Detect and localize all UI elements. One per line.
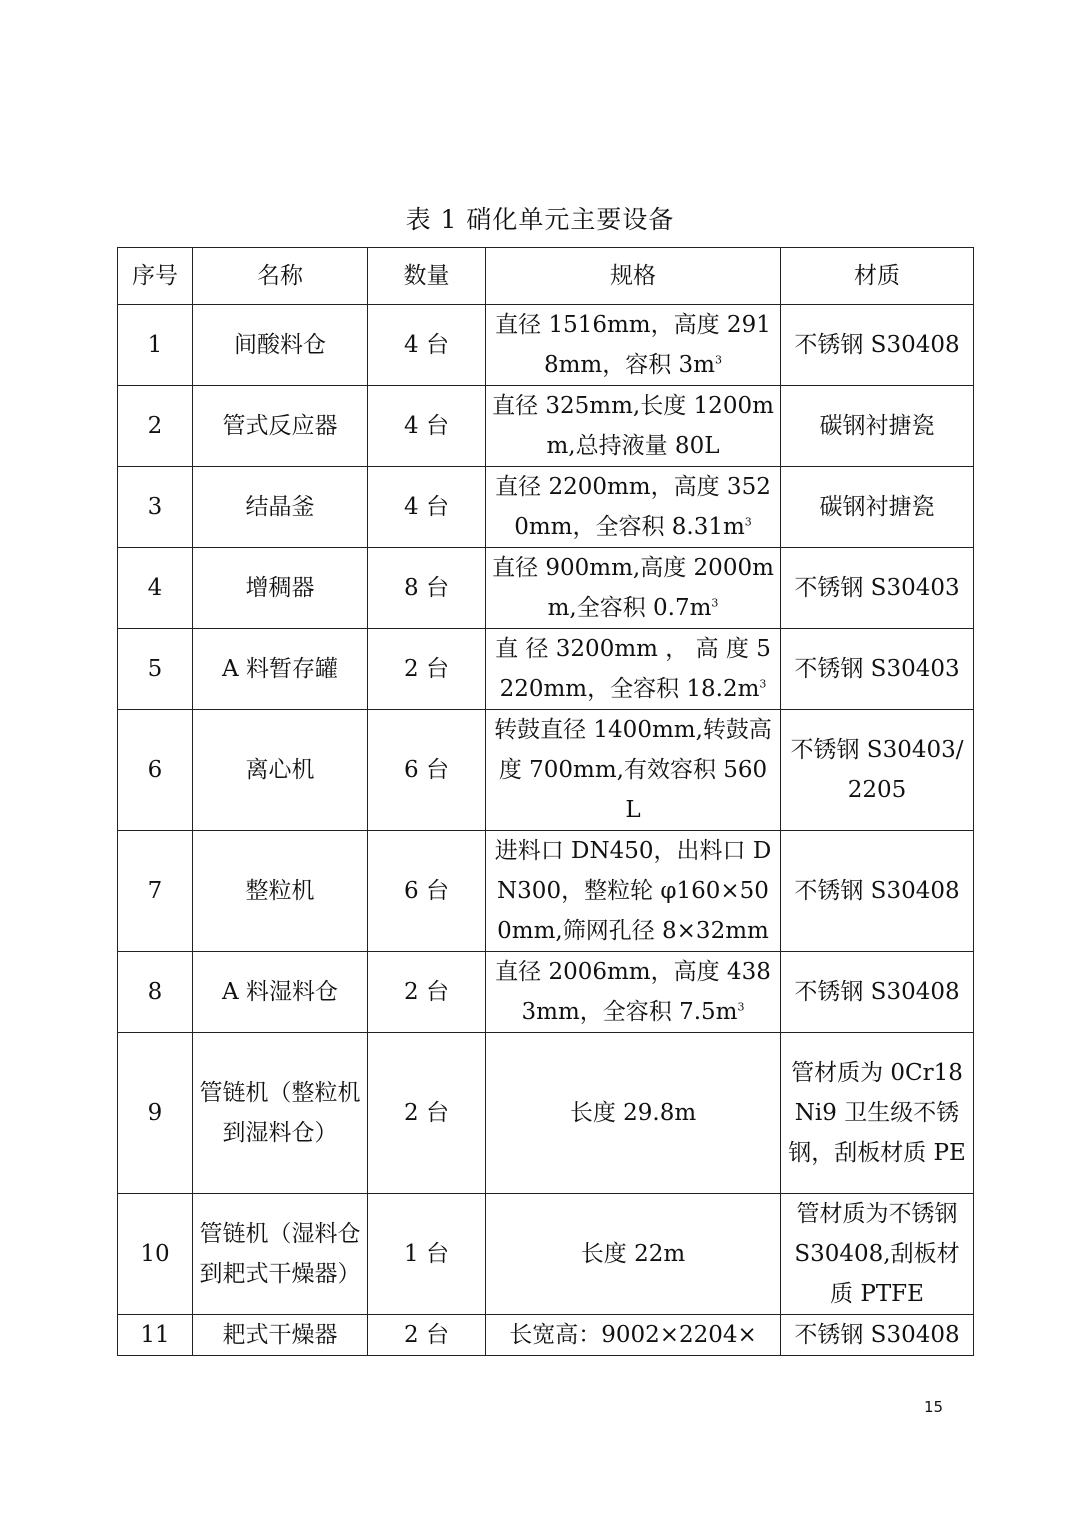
cell-spec (486, 386, 781, 467)
cell-spec (486, 548, 781, 629)
spec-superscript: 3 (715, 353, 722, 367)
table-row (118, 386, 974, 467)
spec-superscript: 3 (759, 677, 767, 691)
header-no: 序号 (118, 248, 193, 305)
spec-text: 直 径 3200mm ， 高 度 5220mm，全容积 18.2m (495, 636, 771, 702)
cell-spec (486, 1315, 781, 1356)
table-row (118, 831, 974, 952)
cell-qty: 6 台 (368, 831, 486, 952)
spec-text: 转鼓直径 1400mm,转鼓高度 700mm,有效容积 560L (494, 717, 772, 823)
cell-qty: 4 台 (368, 305, 486, 386)
cell-qty: 4 台 (368, 467, 486, 548)
header-row (118, 248, 974, 305)
cell-material: 不锈钢 S30403 (781, 629, 974, 710)
header-name: 名称 (193, 248, 368, 305)
spec-superscript: 3 (737, 1000, 745, 1014)
spec-text: 直径 900mm,高度 2000mm,全容积 0.7m (492, 555, 774, 621)
cell-no: 4 (118, 548, 193, 629)
cell-material: 管材质为 0Cr18Ni9 卫生级不锈钢，刮板材质 PE (781, 1033, 974, 1194)
cell-material: 管材质为不锈钢 S30408,刮板材质 PTFE (781, 1194, 974, 1315)
cell-name: 离心机 (193, 710, 368, 831)
equipment-table (117, 247, 974, 1356)
cell-spec (486, 629, 781, 710)
cell-name: 管链机（湿料仓到耙式干燥器） (193, 1194, 368, 1315)
cell-qty: 2 台 (368, 952, 486, 1033)
header-qty: 数量 (368, 248, 486, 305)
cell-material: 不锈钢 S30403 (781, 548, 974, 629)
spec-text: 进料口 DN450，出料口 DN300，整粒轮 φ160×500mm,筛网孔径 8×32mm (494, 838, 772, 944)
cell-name: 管链机（整粒机到湿料仓） (193, 1033, 368, 1194)
spec-text: 直径 1516mm，高度 2918mm，容积 3m (495, 312, 771, 378)
page-number: 15 (924, 1398, 944, 1416)
cell-qty: 2 台 (368, 1033, 486, 1194)
cell-qty: 8 台 (368, 548, 486, 629)
cell-name: 管式反应器 (193, 386, 368, 467)
table-row (118, 629, 974, 710)
cell-qty: 2 台 (368, 629, 486, 710)
cell-no: 6 (118, 710, 193, 831)
cell-spec (486, 1194, 781, 1315)
table-caption: 表 1 硝化单元主要设备 (405, 205, 675, 234)
cell-material: 碳钢衬搪瓷 (781, 386, 974, 467)
cell-name: 增稠器 (193, 548, 368, 629)
cell-spec (486, 710, 781, 831)
cell-material: 碳钢衬搪瓷 (781, 467, 974, 548)
cell-name: 整粒机 (193, 831, 368, 952)
spec-text: 直径 2006mm，高度 4383mm，全容积 7.5m (495, 959, 771, 1025)
cell-spec (486, 305, 781, 386)
table-row (118, 305, 974, 386)
cell-name: 结晶釜 (193, 467, 368, 548)
cell-material: 不锈钢 S30408 (781, 305, 974, 386)
cell-spec (486, 1033, 781, 1194)
cell-material: 不锈钢 S30408 (781, 952, 974, 1033)
cell-name: 间酸料仓 (193, 305, 368, 386)
cell-material: 不锈钢 S30408 (781, 1315, 974, 1356)
table-row (118, 710, 974, 831)
table-row (118, 1033, 974, 1194)
cell-qty: 2 台 (368, 1315, 486, 1356)
cell-name: A 料暂存罐 (193, 629, 368, 710)
spec-text: 长宽高：9002×2204× (509, 1322, 757, 1348)
spec-superscript: 3 (711, 596, 719, 610)
spec-text: 长度 22m (580, 1241, 686, 1267)
table-row (118, 1315, 974, 1356)
table-row (118, 467, 974, 548)
cell-name: 耙式干燥器 (193, 1315, 368, 1356)
cell-name: A 料湿料仓 (193, 952, 368, 1033)
cell-qty: 4 台 (368, 386, 486, 467)
table-row (118, 548, 974, 629)
spec-text: 直径 325mm,长度 1200mm,总持液量 80L (492, 393, 774, 459)
cell-no: 10 (118, 1194, 193, 1315)
spec-text: 长度 29.8m (569, 1100, 697, 1126)
header-material: 材质 (781, 248, 974, 305)
spec-superscript: 3 (744, 515, 752, 529)
cell-qty: 6 台 (368, 710, 486, 831)
cell-material: 不锈钢 S30408 (781, 831, 974, 952)
header-spec: 规格 (486, 248, 781, 305)
spec-text: 直径 2200mm，高度 3520mm，全容积 8.31m (495, 474, 771, 540)
table-row (118, 952, 974, 1033)
cell-spec (486, 831, 781, 952)
cell-no: 8 (118, 952, 193, 1033)
table-row (118, 1194, 974, 1315)
cell-no: 3 (118, 467, 193, 548)
cell-no: 9 (118, 1033, 193, 1194)
cell-no: 7 (118, 831, 193, 952)
cell-material: 不锈钢 S30403/2205 (781, 710, 974, 831)
cell-spec (486, 952, 781, 1033)
cell-spec (486, 467, 781, 548)
cell-qty: 1 台 (368, 1194, 486, 1315)
cell-no: 5 (118, 629, 193, 710)
cell-no: 2 (118, 386, 193, 467)
cell-no: 11 (118, 1315, 193, 1356)
cell-no: 1 (118, 305, 193, 386)
